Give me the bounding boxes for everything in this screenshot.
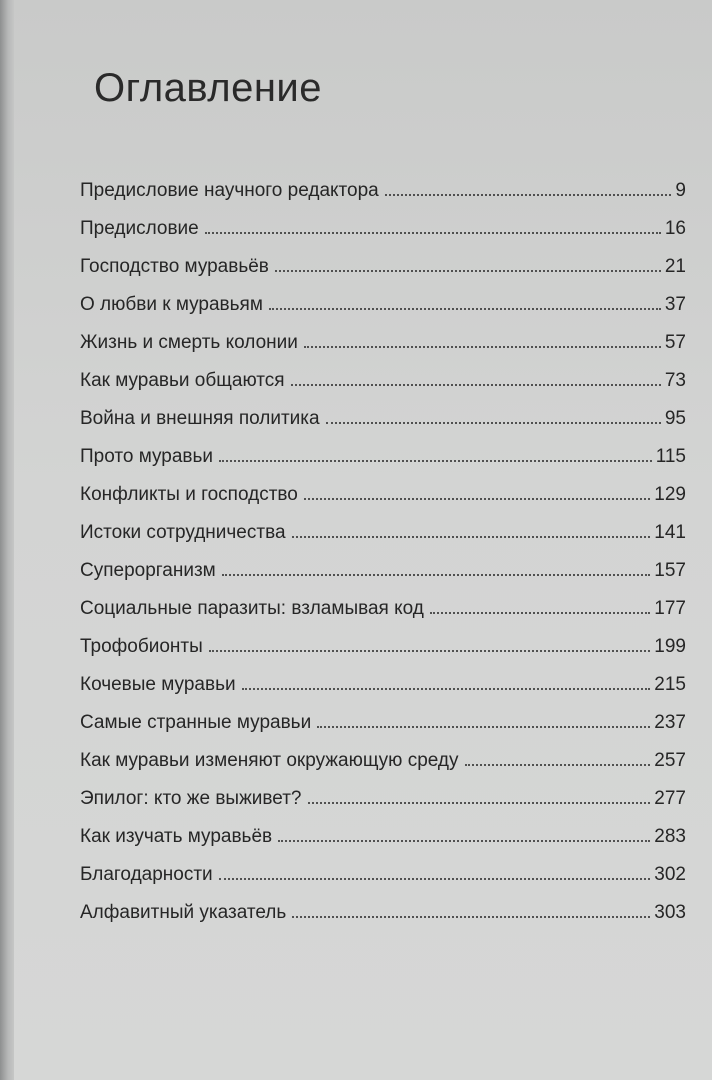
toc-entry-title: Истоки сотрудничества bbox=[80, 522, 286, 543]
toc-entry bbox=[80, 590, 686, 628]
toc-entry-title: Алфавитный указатель bbox=[80, 902, 287, 923]
toc-dot-leader bbox=[292, 915, 650, 918]
toc-dot-leader bbox=[385, 193, 672, 196]
toc-dot-leader bbox=[205, 231, 661, 234]
toc-dot-leader bbox=[304, 345, 661, 348]
toc-entry bbox=[80, 552, 686, 590]
toc-entry bbox=[80, 210, 686, 248]
toc-dot-leader bbox=[465, 763, 651, 766]
toc-dot-leader bbox=[222, 573, 651, 576]
toc-entry bbox=[80, 742, 686, 780]
toc-dot-leader bbox=[292, 535, 651, 538]
toc-dot-leader bbox=[304, 497, 650, 500]
toc-entry-page-number: 257 bbox=[654, 750, 686, 771]
toc-entry-title: Кочевые муравьи bbox=[80, 674, 236, 695]
toc-dot-leader bbox=[219, 877, 651, 880]
toc-dot-leader bbox=[278, 839, 650, 842]
toc-entry-page-number: 177 bbox=[654, 598, 686, 619]
toc-entry-title: Конфликты и господство bbox=[80, 484, 298, 505]
toc-entry bbox=[80, 628, 686, 666]
toc-dot-leader bbox=[291, 383, 661, 386]
toc-dot-leader bbox=[326, 421, 661, 424]
toc-dot-leader bbox=[209, 649, 651, 652]
toc-entry-page-number: 157 bbox=[654, 560, 686, 581]
toc-entry bbox=[80, 438, 686, 476]
toc-entry-page-number: 73 bbox=[664, 370, 686, 391]
toc-entry-title: О любви к муравьям bbox=[80, 294, 263, 315]
toc-entry-page-number: 9 bbox=[675, 180, 686, 201]
toc-entry bbox=[80, 818, 686, 856]
toc-entry-page-number: 95 bbox=[664, 408, 686, 429]
toc-dot-leader bbox=[430, 611, 650, 614]
toc-entry-page-number: 21 bbox=[664, 256, 686, 277]
toc-entry-page-number: 115 bbox=[655, 446, 686, 467]
toc-dot-leader bbox=[317, 725, 650, 728]
toc-entry-title: Жизнь и смерть колонии bbox=[80, 332, 298, 353]
toc-entry-title: Трофобионты bbox=[80, 636, 203, 657]
toc-entry bbox=[80, 400, 686, 438]
toc-entry bbox=[80, 666, 686, 704]
toc-entry-title: Суперорганизм bbox=[80, 560, 216, 581]
toc-entry-page-number: 237 bbox=[654, 712, 686, 733]
toc-entry-title: Эпилог: кто же выживет? bbox=[80, 788, 302, 809]
toc-entry-title: Благодарности bbox=[80, 864, 213, 885]
toc-entry bbox=[80, 856, 686, 894]
toc-entry bbox=[80, 780, 686, 818]
toc-dot-leader bbox=[242, 687, 651, 690]
toc-entry-page-number: 283 bbox=[654, 826, 686, 847]
toc-entry-title: Как муравьи общаются bbox=[80, 370, 285, 391]
toc-entry-page-number: 57 bbox=[664, 332, 686, 353]
toc-entry bbox=[80, 514, 686, 552]
toc-entry-title: Прото муравьи bbox=[80, 446, 214, 467]
toc-entry bbox=[80, 248, 686, 286]
toc-dot-leader bbox=[275, 269, 661, 272]
toc-entry-page-number: 199 bbox=[654, 636, 686, 657]
toc-entry-title: Предисловие научного редактора bbox=[80, 180, 379, 201]
page-title: Оглавление bbox=[94, 66, 323, 110]
toc-entry bbox=[80, 476, 686, 514]
toc-entry-title: Предисловие bbox=[80, 218, 199, 239]
toc-entry-page-number: 141 bbox=[654, 522, 686, 543]
toc-entry-page-number: 277 bbox=[654, 788, 686, 809]
toc-entry-title: Социальные паразиты: взламывая код bbox=[80, 598, 424, 619]
toc-dot-leader bbox=[308, 801, 651, 804]
toc-entry bbox=[80, 324, 686, 362]
table-of-contents bbox=[80, 172, 686, 932]
toc-entry bbox=[80, 172, 686, 210]
toc-entry-page-number: 37 bbox=[664, 294, 686, 315]
book-page bbox=[14, 0, 712, 1080]
toc-entry bbox=[80, 704, 686, 742]
toc-entry-title: Как изучать муравьёв bbox=[80, 826, 273, 847]
toc-entry-page-number: 16 bbox=[664, 218, 686, 239]
toc-dot-leader bbox=[219, 459, 652, 462]
toc-entry-title: Самые странные муравьи bbox=[80, 712, 312, 733]
toc-entry bbox=[80, 286, 686, 324]
toc-entry-title: Господство муравьёв bbox=[80, 256, 269, 277]
toc-entry-page-number: 302 bbox=[654, 864, 686, 885]
toc-entry-page-number: 129 bbox=[654, 484, 686, 505]
toc-entry bbox=[80, 362, 686, 400]
toc-entry-page-number: 215 bbox=[654, 674, 686, 695]
toc-entry-title: Война и внешняя политика bbox=[80, 408, 320, 429]
toc-entry bbox=[80, 894, 686, 932]
toc-entry-title: Как муравьи изменяют окружающую среду bbox=[80, 750, 459, 771]
toc-entry-page-number: 303 bbox=[654, 902, 686, 923]
toc-dot-leader bbox=[269, 307, 661, 310]
